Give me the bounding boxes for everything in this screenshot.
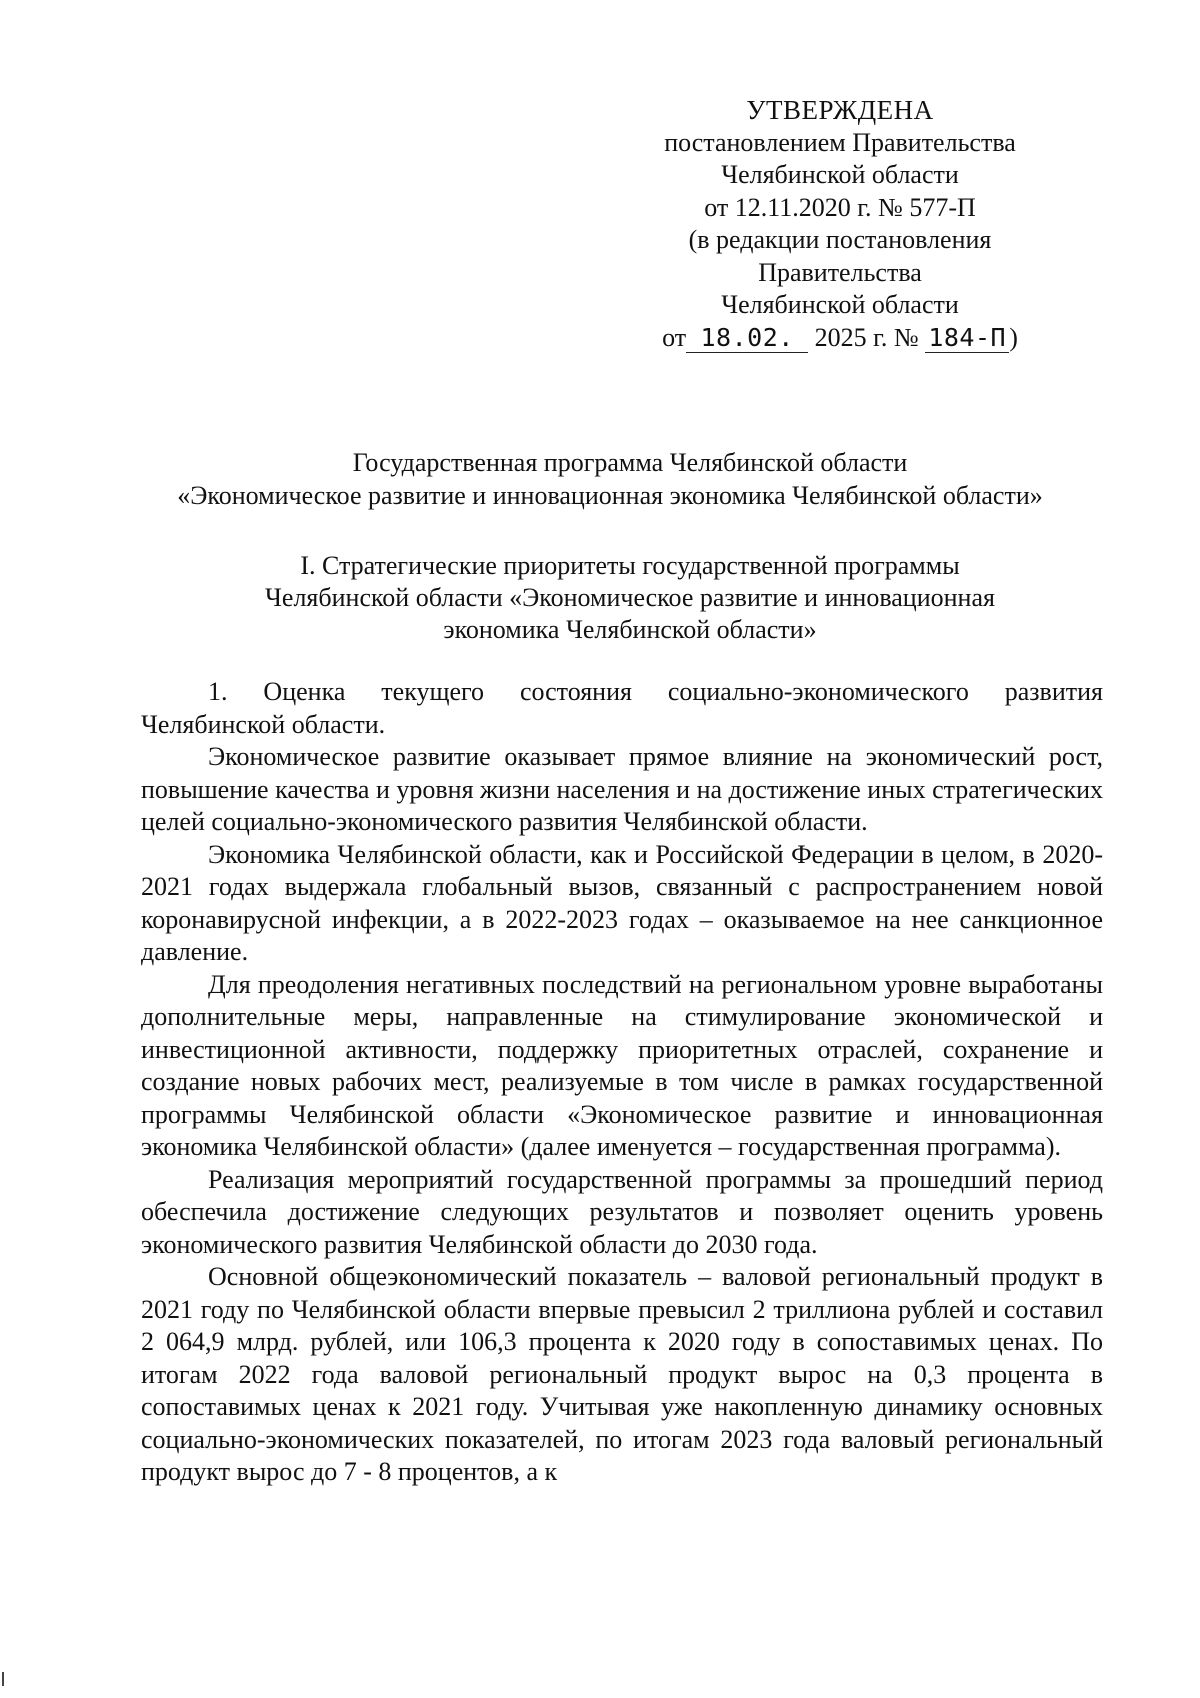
section-heading-line-2: Челябинской области «Экономическое развитие и инновационная — [265, 583, 995, 612]
scan-edge-mark — [2, 1672, 4, 1686]
amendment-date-field — [686, 324, 808, 353]
section-heading-line-1: I. Стратегические приоритеты государственной программы — [300, 551, 960, 580]
paragraph-1: 1. Оценка текущего состояния социально-экономического развития Челябинской области. — [141, 677, 1103, 739]
section-heading-line-3: экономика Челябинской области» — [443, 615, 817, 644]
body-text — [141, 676, 1103, 1489]
amendment-number: 184-П — [928, 322, 1007, 352]
approval-line-2: Челябинской области — [721, 160, 959, 189]
amendment-prefix: от — [662, 322, 687, 352]
program-title — [130, 446, 1090, 512]
amendment-year: 2025 г. № — [814, 322, 919, 352]
amendment-line — [640, 322, 1040, 355]
approval-line-6: Челябинской области — [721, 290, 959, 319]
approval-line-3: от 12.11.2020 г. № 577-П — [704, 192, 976, 222]
approval-line-4: (в редакции постановления — [688, 225, 992, 254]
amendment-date: 18.02. — [700, 322, 794, 352]
paragraph-3: Экономика Челябинской области, как и Российской Федерации в целом, в 2020-2021 годах выдержала глобальный вызов, связанный с распространением новой коронавирусной инфекции, а в 2022-2023 годах – оказываемое на нее санкционное давление. — [141, 839, 1103, 966]
amendment-number-field — [925, 324, 1009, 353]
approval-line-5: Правительства — [758, 257, 922, 287]
approval-heading: УТВЕРЖДЕНА — [746, 95, 934, 125]
paragraph-2: Экономическое развитие оказывает прямое влияние на экономический рост, повышение качества и уровня жизни населения и на достижение иных стратегических целей социально-экономического развития Челябинской области. — [141, 742, 1103, 836]
amendment-close: ) — [1009, 322, 1018, 352]
approval-block — [640, 94, 1040, 354]
paragraph-5: Реализация мероприятий государственной программы за прошедший период обеспечила достижение следующих результатов и позволяет оценить уровень экономического развития Челябинской области до 2030 года. — [141, 1164, 1103, 1259]
program-title-line-2: «Экономическое развитие и инновационная экономика Челябинской области» — [177, 481, 1043, 510]
paragraph-4: Для преодоления негативных последствий на региональном уровне выработаны дополнительные меры, направленные на стимулирование экономической и инвестиционной активности, поддержку приоритетных отраслей, сохранение и создание новых рабочих мест, реализуемые в том числе в рамках государственной программы Челябинской области «Экономическое развитие и инновационная экономика Челябинской области» (далее именуется – государственная программа). — [141, 969, 1103, 1161]
section-heading — [150, 550, 1110, 646]
paragraph-6: Основной общеэкономический показатель – валовой региональный продукт в 2021 году по Челябинской области впервые превысил 2 триллиона рублей и составил 2 064,9 млрд. рублей, или 106,3 процента к 2020 году в сопоставимых ценах. По итогам 2022 года валовой региональный продукт вырос на 0,3 процента в сопоставимых ценах к 2021 году. Учитывая уже накопленную динамику основных социально-экономических показателей, по итогам 2023 года валовый региональный продукт вырос до 7 - 8 процентов, а к — [141, 1262, 1103, 1486]
program-title-line-1: Государственная программа Челябинской области — [352, 448, 908, 477]
approval-line-1: постановлением Правительства — [664, 127, 1016, 157]
